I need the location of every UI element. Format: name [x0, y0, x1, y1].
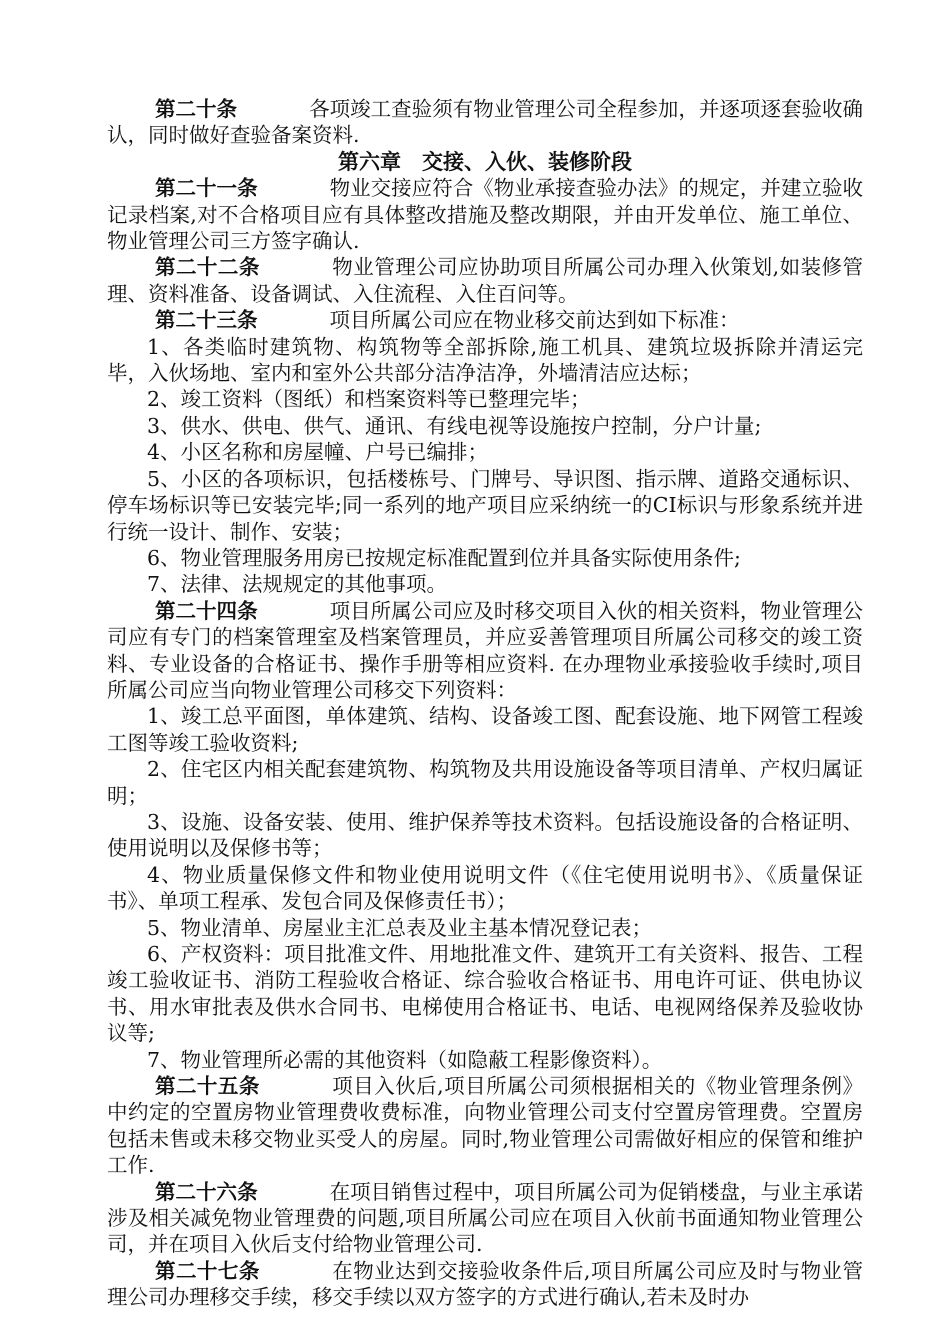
article-text: 项目入伙后,项目所属公司须根据相关的《物业管理条例》中约定的空置房物业管理费收费标准，向物业管理公司支付空置房管理费。空置房包括未售或未移交物业买受人的房屋。同时,物业管理公司需做好相应的保管和维护工作. — [107, 1074, 864, 1178]
article-23 — [107, 307, 863, 333]
article-number: 第二十一条 — [155, 176, 258, 201]
list-item: 5、物业清单、房屋业主汇总表及业主基本情况登记表； — [147, 915, 653, 940]
list-item: 2、住宅区内相关配套建筑物、构筑物及共用设施设备等项目清单、产权归属证明； — [107, 757, 863, 808]
list-item: 6、物业管理服务用房已按规定标准配置到位并具备实际使用条件; — [147, 545, 741, 570]
article-text: 物业交接应符合《物业承接查验办法》的规定，并建立验收记录档案,对不合格项目应有具体整改措施及整改期限，并由开发单位、施工单位、物业管理公司三方签字确认. — [107, 176, 864, 254]
article-24 — [107, 598, 863, 704]
list-item: 2、竣工资料（图纸）和档案资料等已整理完毕； — [147, 387, 591, 412]
article-25 — [107, 1073, 863, 1179]
list-item: 4、小区名称和房屋幢、户号已编排； — [147, 440, 489, 465]
list-item: 7、物业管理所必需的其他资料（如隐蔽工程影像资料）。 — [147, 1047, 663, 1072]
article-number: 第二十二条 — [155, 255, 260, 280]
article-text: 项目所属公司应在物业移交前达到如下标准： — [329, 308, 740, 333]
article-text: 在物业达到交接验收条件后,项目所属公司应及时与物业管理公司办理移交手续，移交手续以双方签字的方式进行确认,若未及时办 — [107, 1258, 864, 1310]
article-text: 各项竣工查验须有物业管理公司全程参加，并逐项逐套验收确认，同时做好查验备案资料. — [107, 97, 864, 148]
list-item: 1、各类临时建筑物、构筑物等全部拆除,施工机具、建筑垃圾拆除并清运完毕，入伙场地、室内和室外公共部分洁净洁净，外墙清洁应达标； — [107, 334, 863, 386]
article-number: 第二十条 — [155, 97, 238, 121]
list-item: 3、供水、供电、供气、通讯、有线电视等设施按户控制，分户计量; — [147, 413, 762, 438]
article-number: 第二十五条 — [155, 1074, 260, 1099]
article-26 — [107, 1179, 863, 1258]
document-page — [107, 96, 863, 1311]
article-text: 物业管理公司应协助项目所属公司办理入伙策划,如装修管理、资料准备、设备调试、入住流程、入住百问等。 — [107, 255, 864, 306]
article-number: 第二十三条 — [155, 308, 258, 333]
article-21 — [107, 175, 863, 254]
list-item: 6、产权资料：项目批准文件、用地批准文件、建筑开工有关资料、报告、工程竣工验收证书、消防工程验收合格证、综合验收合格证书、用电许可证、供电协议书、用水审批表及供水合同书、电梯使用合格证书、电话、电视网络保养及验收协议等; — [107, 942, 863, 1046]
article-number: 第二十七条 — [155, 1258, 260, 1283]
list-item: 7、法律、法规规定的其他事项。 — [147, 572, 448, 597]
list-item: 1、竣工总平面图，单体建筑、结构、设备竣工图、配套设施、地下网管工程竣工图等竣工验收资料; — [107, 704, 863, 755]
list-item: 3、设施、设备安装、使用、维护保养等技术资料。包括设施设备的合格证明、使用说明以及保修书等； — [107, 809, 863, 861]
chapter-heading: 第六章 交接、入伙、装修阶段 — [338, 149, 632, 174]
list-item: 5、小区的各项标识，包括楼栋号、门牌号、导识图、指示牌、道路交通标识、停车场标识等已安装完毕;同一系列的地产项目应采纳统一的CI标识与形象系统并进行统一设计、制作、安装； — [107, 466, 863, 544]
article-number: 第二十四条 — [155, 598, 258, 623]
list-item: 4、物业质量保修文件和物业使用说明文件（《住宅使用说明书》、《质量保证书》、单项工程承、发包合同及保修责任书）； — [107, 862, 863, 914]
article-number: 第二十六条 — [155, 1179, 258, 1204]
article-text: 项目所属公司应及时移交项目入伙的相关资料，物业管理公司应有专门的档案管理室及档案管理员，并应妥善管理项目所属公司移交的竣工资料、专业设备的合格证书、操作手册等相应资料. 在办理物业承接验收手续时,项目所属公司应当向物业管理公司移交下列资料： — [107, 598, 864, 702]
article-27 — [107, 1258, 863, 1311]
article-text: 在项目销售过程中，项目所属公司为促销楼盘，与业主承诺涉及相关减免物业管理费的问题,项目所属公司应在项目入伙前书面通知物业管理公司，并在项目入伙后支付给物业管理公司. — [107, 1179, 864, 1257]
article-22 — [107, 254, 863, 307]
article-20 — [107, 96, 863, 149]
